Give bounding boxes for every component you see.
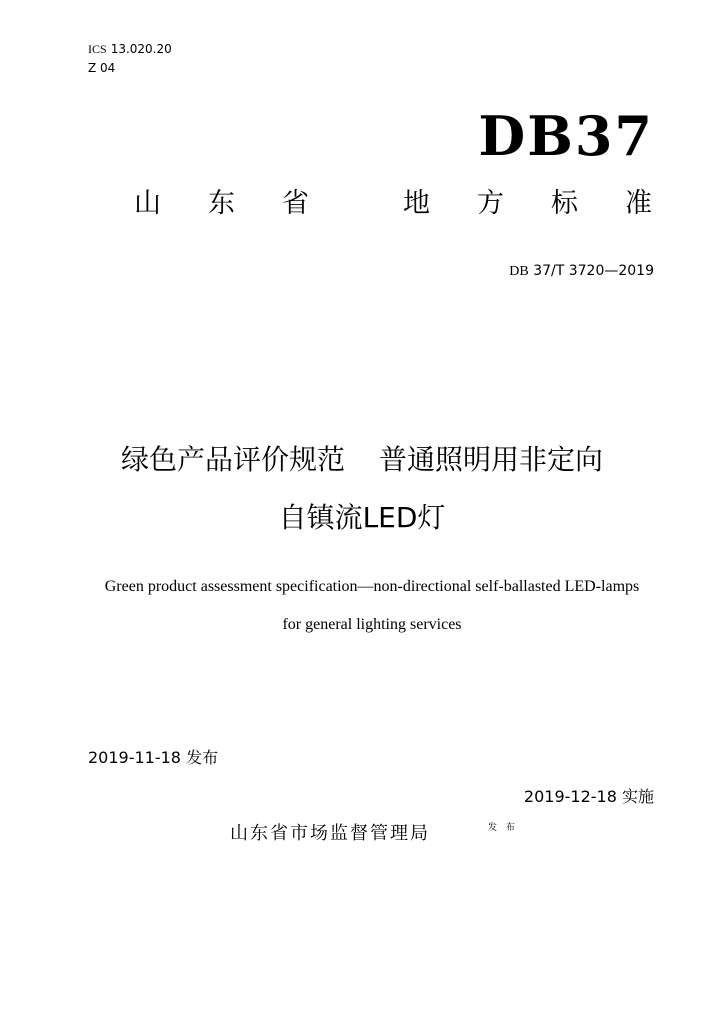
ics-value: 13.020.20 <box>110 42 172 56</box>
title-chinese-part-b: 普通照明用非定向 <box>379 443 604 476</box>
title-chinese-line-2: 自镇流LED灯 <box>278 501 446 534</box>
ccs-code: Z 04 <box>88 61 116 75</box>
issue-date: 2019-11-18 发布 <box>88 748 219 767</box>
implementation-date: 2019-12-18 实施 <box>523 787 654 806</box>
standard-type-char: 标 <box>551 188 578 219</box>
issued-label: 发 布 <box>488 823 518 833</box>
standard-type-char: 准 <box>625 188 652 219</box>
title-english-line-1: Green product assessment specification—non-directional self-ballasted LED-lamps <box>104 578 640 595</box>
issuing-authority: 山东省市场监督管理局 <box>230 823 430 844</box>
standard-type-char: 东 <box>208 188 235 219</box>
standard-type-char: 地 <box>403 188 430 219</box>
title-chinese-line-1 <box>0 440 724 480</box>
standard-number <box>509 262 654 281</box>
standard-type-char: 山 <box>134 188 161 219</box>
ics-classification <box>88 42 172 56</box>
standard-type-char: 方 <box>477 188 504 219</box>
standard-code: DB37 <box>478 104 654 168</box>
standard-type-char: 省 <box>282 188 309 219</box>
standard-number-prefix: DB <box>509 264 529 279</box>
title-chinese-part-a: 绿色产品评价规范 <box>120 443 345 476</box>
title-english-line-2: for general lighting services <box>282 616 462 633</box>
standard-type-heading <box>0 184 724 224</box>
standard-number-main: 37/T 3720—2019 <box>533 263 654 279</box>
ics-label: ICS <box>88 42 107 56</box>
